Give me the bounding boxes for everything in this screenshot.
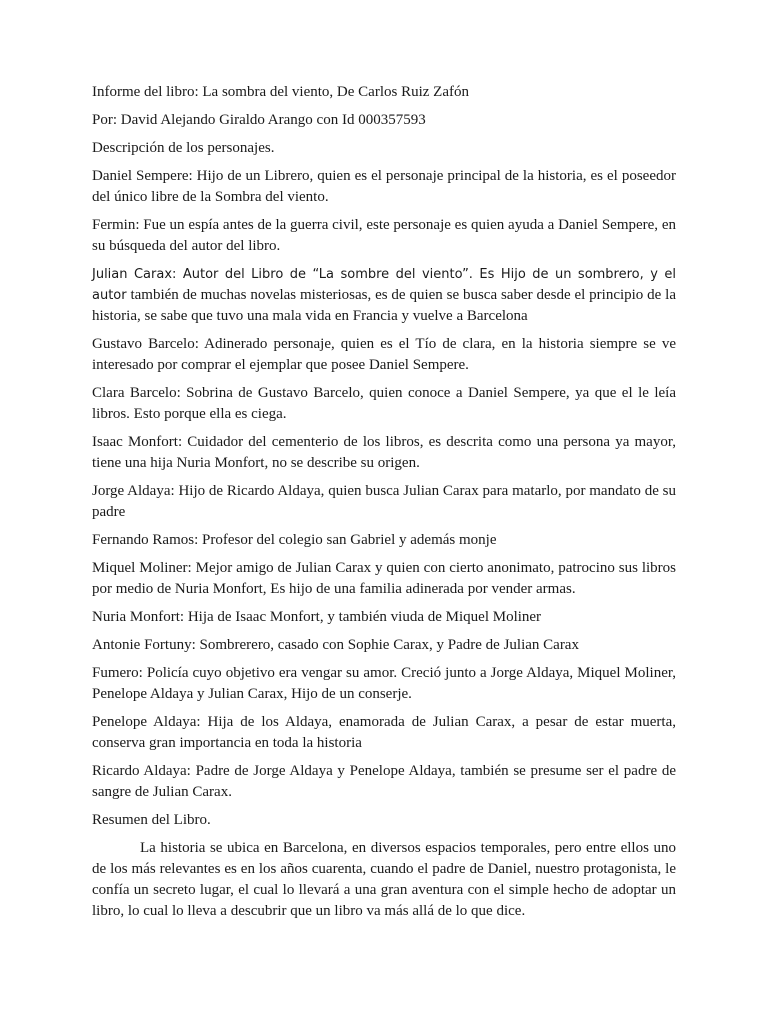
julian-carax-text-part2: también de muchas novelas misteriosas, es de quien se busca saber desde el principio de la historia, se sabe que tuvo una mala vida en Francia y vuelve a Barcelona bbox=[92, 287, 676, 324]
character-fumero: Fumero: Policía cuyo objetivo era vengar su amor. Creció junto a Jorge Aldaya, Miquel Moliner, Penelope Aldaya y Julian Carax, Hijo de un conserje. bbox=[92, 665, 676, 702]
character-fernando-ramos: Fernando Ramos: Profesor del colegio san Gabriel y además monje bbox=[92, 532, 497, 548]
summary-paragraph: La historia se ubica en Barcelona, en diversos espacios temporales, pero entre ellos uno de los más relevantes es en los años cuarenta, cuando el padre de Daniel, nuestro protagonista, le confía un secreto lugar, el cual lo llevará a una gran aventura con el simple hecho de adoptar un libro, lo cual lo lleva a descubrir que un libro va más allá de lo que dice. bbox=[92, 840, 676, 919]
character-miquel-moliner: Miquel Moliner: Mejor amigo de Julian Carax y quien con cierto anonimato, patrocino sus libros por medio de Nuria Monfort, Es hijo de una familia adinerada por vender armas. bbox=[92, 560, 676, 597]
character-clara-barcelo: Clara Barcelo: Sobrina de Gustavo Barcelo, quien conoce a Daniel Sempere, ya que el le leía libros. Esto porque ella es ciega. bbox=[92, 385, 676, 422]
character-fermin: Fermin: Fue un espía antes de la guerra civil, este personaje es quien ayuda a Daniel Sempere, en su búsqueda del autor del libro. bbox=[92, 217, 676, 254]
character-gustavo-barcelo: Gustavo Barcelo: Adinerado personaje, quien es el Tío de clara, en la historia siempre se ve interesado por comprar el ejemplar que posee Daniel Sempere. bbox=[92, 336, 676, 373]
section-heading-characters: Descripción de los personajes. bbox=[92, 140, 275, 156]
character-julian-carax bbox=[92, 264, 676, 327]
character-jorge-aldaya: Jorge Aldaya: Hijo de Ricardo Aldaya, quien busca Julian Carax para matarlo, por mandato de su padre bbox=[92, 483, 676, 520]
character-isaac-monfort: Isaac Monfort: Cuidador del cementerio de los libros, es descrita como una persona ya mayor, tiene una hija Nuria Monfort, no se describe su origen. bbox=[92, 434, 676, 471]
document-title: Informe del libro: La sombra del viento, De Carlos Ruiz Zafón bbox=[92, 84, 469, 100]
document-page bbox=[92, 82, 676, 929]
character-nuria-monfort: Nuria Monfort: Hija de Isaac Monfort, y también viuda de Miquel Moliner bbox=[92, 609, 542, 625]
character-penelope-aldaya: Penelope Aldaya: Hija de los Aldaya, enamorada de Julian Carax, a pesar de estar muerta, conserva gran importancia en toda la historia bbox=[92, 714, 676, 751]
section-heading-summary: Resumen del Libro. bbox=[92, 812, 211, 828]
document-author: Por: David Alejando Giraldo Arango con Id 000357593 bbox=[92, 112, 426, 128]
character-ricardo-aldaya: Ricardo Aldaya: Padre de Jorge Aldaya y Penelope Aldaya, también se presume ser el padre de sangre de Julian Carax. bbox=[92, 763, 676, 800]
character-daniel-sempere: Daniel Sempere: Hijo de un Librero, quien es el personaje principal de la historia, es el poseedor del único libre de la Sombra del viento. bbox=[92, 168, 676, 205]
character-antonie-fortuny: Antonie Fortuny: Sombrerero, casado con Sophie Carax, y Padre de Julian Carax bbox=[92, 637, 579, 653]
julian-carax-text-part1: Julian Carax: Autor del Libro de “La sombre del viento”. Es Hijo de un sombrero, y el autor bbox=[92, 267, 676, 303]
